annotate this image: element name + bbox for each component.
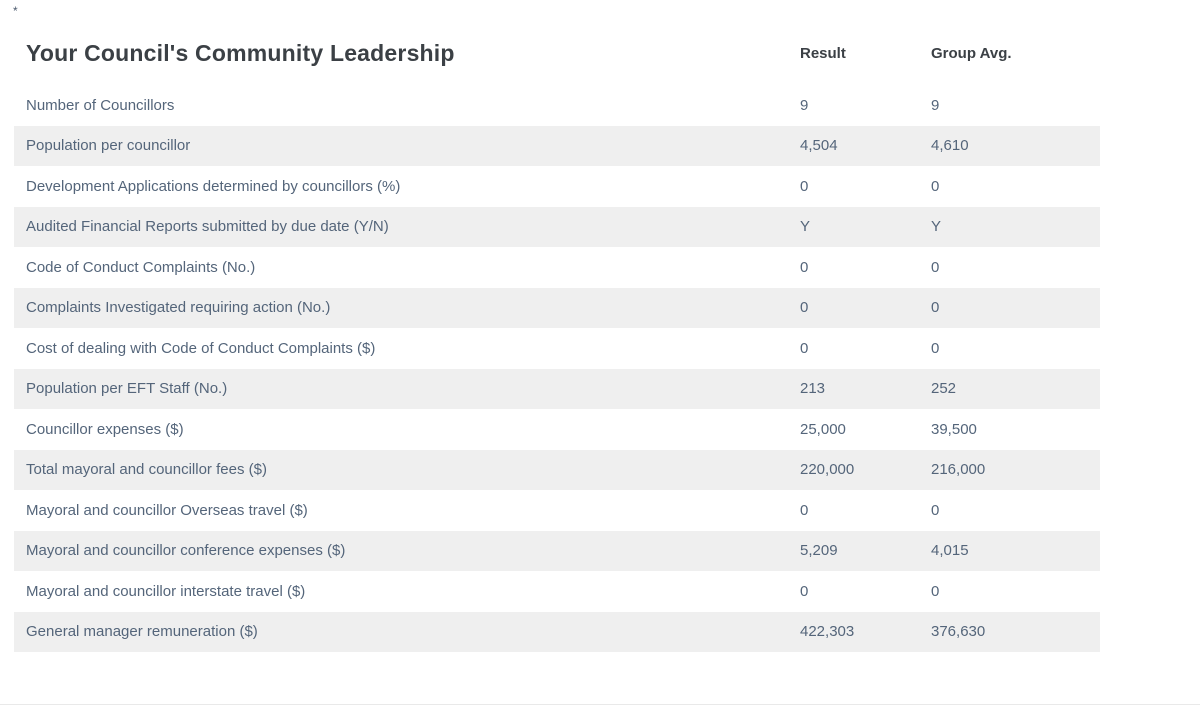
metric-group-avg-value: 39,500 <box>931 420 977 438</box>
metric-group-avg-value: 0 <box>931 177 940 195</box>
metric-label: Councillor expenses ($) <box>26 420 184 438</box>
metric-result-value: 5,209 <box>800 542 838 560</box>
metric-group-avg-value: 376,630 <box>931 623 986 641</box>
metric-group-avg-value: 0 <box>931 582 940 600</box>
table-row <box>14 166 1100 207</box>
table-row <box>14 328 1100 369</box>
metric-label: Mayoral and councillor interstate travel ($) <box>26 582 306 600</box>
metric-group-avg-value: 4,610 <box>931 137 969 155</box>
table-row <box>14 531 1100 572</box>
table-body <box>14 85 1100 652</box>
metric-result-value: 0 <box>800 258 809 276</box>
metric-group-avg-value: 252 <box>931 380 957 398</box>
metric-label: Development Applications determined by councillors (%) <box>26 177 401 195</box>
table-row <box>14 207 1100 248</box>
column-header-result: Result <box>800 44 846 62</box>
metric-result-value: 213 <box>800 380 826 398</box>
metric-group-avg-value: 0 <box>931 501 940 519</box>
metric-label: Number of Councillors <box>26 96 175 114</box>
metric-result-value: 25,000 <box>800 420 846 438</box>
table-row <box>14 85 1100 126</box>
table-header-row <box>14 36 1100 70</box>
metric-result-value: 220,000 <box>800 461 855 479</box>
table-row <box>14 612 1100 653</box>
table-row <box>14 247 1100 288</box>
bottom-divider <box>0 704 1200 705</box>
metric-group-avg-value: 9 <box>931 96 940 114</box>
metric-result-value: 0 <box>800 501 809 519</box>
metric-group-avg-value: 0 <box>931 299 940 317</box>
metric-result-value: 422,303 <box>800 623 855 641</box>
metric-group-avg-value: 0 <box>931 258 940 276</box>
metric-group-avg-value: 216,000 <box>931 461 986 479</box>
leadership-table <box>14 36 1100 652</box>
page-title: Your Council's Community Leadership <box>26 39 455 66</box>
metric-label: Audited Financial Reports submitted by due date (Y/N) <box>26 218 389 236</box>
table-row <box>14 490 1100 531</box>
metric-result-value: 0 <box>800 582 809 600</box>
metric-label: Mayoral and councillor Overseas travel ($) <box>26 501 308 519</box>
metric-group-avg-value: 0 <box>931 339 940 357</box>
metric-label: Population per EFT Staff (No.) <box>26 380 228 398</box>
table-row <box>14 409 1100 450</box>
table-row <box>14 126 1100 167</box>
metric-label: Code of Conduct Complaints (No.) <box>26 258 256 276</box>
table-row <box>14 450 1100 491</box>
metric-result-value: 9 <box>800 96 809 114</box>
table-row <box>14 571 1100 612</box>
metric-label: Total mayoral and councillor fees ($) <box>26 461 267 479</box>
table-row <box>14 288 1100 329</box>
metric-label: Complaints Investigated requiring action (No.) <box>26 299 331 317</box>
metric-result-value: 0 <box>800 177 809 195</box>
column-header-group-avg: Group Avg. <box>931 44 1012 62</box>
metric-result-value: 0 <box>800 299 809 317</box>
metric-label: Cost of dealing with Code of Conduct Complaints ($) <box>26 339 376 357</box>
metric-label: Mayoral and councillor conference expenses ($) <box>26 542 346 560</box>
metric-result-value: Y <box>800 218 811 236</box>
table-row <box>14 369 1100 410</box>
metric-label: Population per councillor <box>26 137 191 155</box>
page-asterisk: * <box>13 4 18 18</box>
metric-result-value: 0 <box>800 339 809 357</box>
metric-label: General manager remuneration ($) <box>26 623 258 641</box>
metric-result-value: 4,504 <box>800 137 838 155</box>
metric-group-avg-value: 4,015 <box>931 542 969 560</box>
metric-group-avg-value: Y <box>931 218 942 236</box>
